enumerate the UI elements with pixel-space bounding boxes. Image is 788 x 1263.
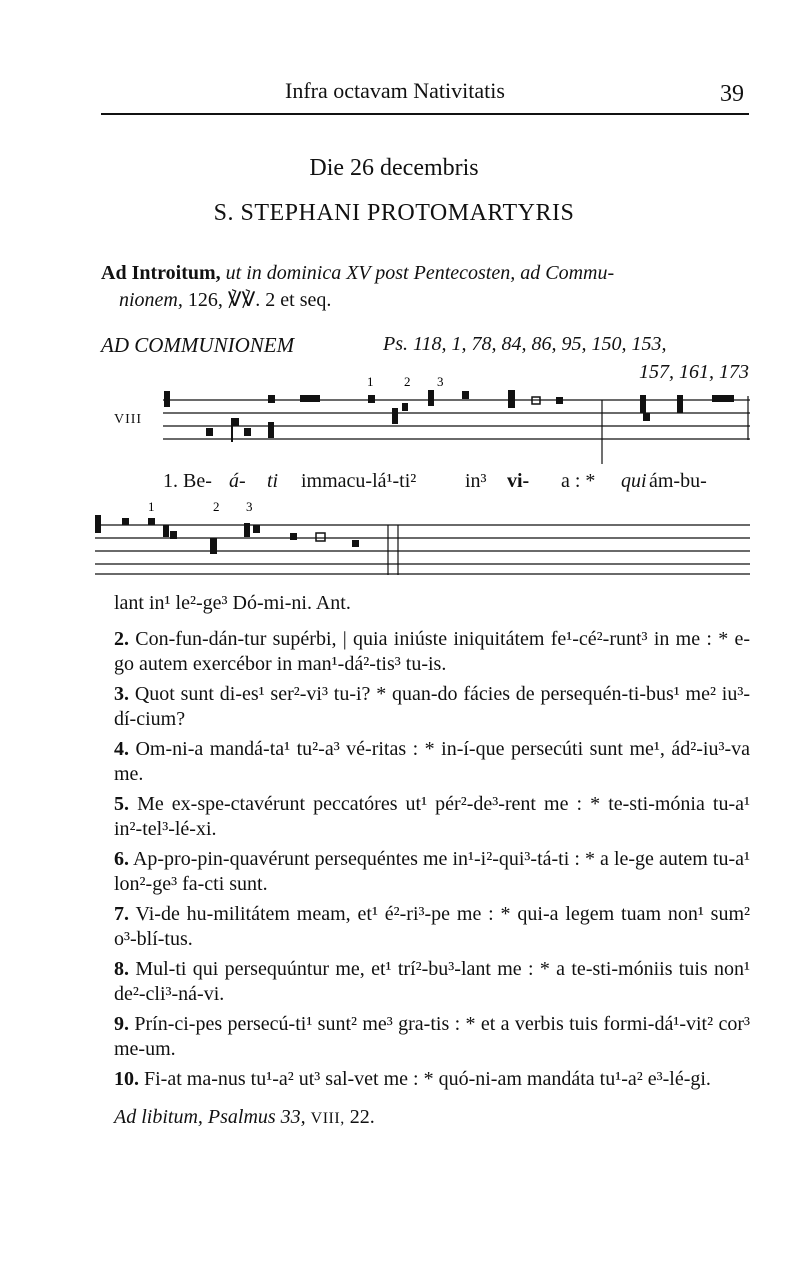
ad-libitum-num: 22. [349, 1106, 375, 1128]
chant-staff-1 [0, 370, 788, 470]
lyric-syllable: ti [267, 470, 279, 492]
verse [114, 682, 750, 731]
ad-libitum-label: Ad libitum, Psalmus 33, [114, 1106, 306, 1128]
verse-number: 4. [114, 738, 129, 760]
feast-title: S. STEPHANI PROTOMARTYRIS [213, 200, 575, 226]
ad-libitum-note [114, 1106, 375, 1129]
verse-number: 9. [114, 1013, 129, 1035]
verse-text: Con-fun-dán-tur supérbi, | quia iniúste iniquitátem fe¹-cé²-runt³ in me : * e-go autem exercébor in man¹-dá²-tis³ tu-is. [114, 628, 751, 675]
verse [114, 957, 750, 1006]
communion-title: AD COMMUNIONEM [101, 333, 295, 357]
psalm-refs-line1: Ps. 118, 1, 78, 84, 86, 95, 150, 153, [383, 333, 667, 355]
neumes-2 [95, 515, 359, 554]
verse-number: 6. [114, 848, 129, 870]
running-head-title: Infra octavam Nativitatis [285, 78, 505, 103]
lyric-syllable: vi- [507, 470, 530, 492]
lyric-syllable: qui [621, 470, 647, 492]
verse-number: 10. [114, 1068, 139, 1090]
accent-num: 2 [404, 374, 411, 389]
page-number: 39 [720, 81, 744, 107]
verse [114, 1067, 750, 1092]
verse-text: Ap-pro-pin-quavérunt persequéntes me in¹-i²-qui³-tá-ti : * a le-ge autem tu-a¹ lon²-ge³ fa-cti sunt. [114, 848, 750, 895]
verse [114, 627, 750, 676]
verse-text: Vi-de hu-militátem meam, et¹ é²-ri³-pe me : * qui-a legem tuam non¹ sum² o³-blí-tus. [114, 903, 751, 950]
verse-number: 2. [114, 628, 129, 650]
accent-num: 1 [367, 374, 374, 389]
lyric-syllable: 1. Be- [163, 470, 212, 492]
feast-date: Die 26 decembris [309, 155, 479, 181]
lyric-syllable: á- [229, 470, 246, 492]
lyrics-line-2: lant in¹ le²-ge³ Dó-mi-ni. Ant. [114, 592, 351, 614]
lyric-syllable: in³ [465, 470, 487, 492]
ad-libitum-mode: VIII, [310, 1110, 345, 1127]
lyric-syllable: ám-bu- [649, 470, 707, 492]
verse-text: Fi-at ma-nus tu¹-a² ut³ sal-vet me : * quó-ni-am mandáta tu¹-a² e³-lé-gi. [144, 1068, 711, 1090]
verse-text: Mul-ti qui persequúntur me, et¹ trí²-bu³-lant me : * a te-sti-móniis tuis non¹ de²-cli³-ná-vi. [114, 958, 751, 1005]
verse-number: 7. [114, 903, 129, 925]
psalm-verses [114, 627, 750, 1098]
introit-line2-italic: nionem, [119, 289, 183, 311]
psalm-refs-line2: 157, 161, 173 [639, 361, 749, 383]
verse [114, 902, 750, 951]
accent-num: 2 [213, 499, 220, 514]
introit-label: Ad Introitum, [101, 262, 221, 284]
verse-number: 3. [114, 683, 129, 705]
verse [114, 1012, 750, 1061]
introit-rubric [101, 260, 749, 314]
communion-heading [101, 333, 749, 383]
accent-num: 3 [246, 499, 253, 514]
introit-line2 [101, 287, 749, 314]
lyric-syllable: immacu-lá¹-ti² [301, 470, 417, 492]
verse-number: 8. [114, 958, 129, 980]
verse-number: 5. [114, 793, 129, 815]
accent-num: 3 [437, 374, 444, 389]
header-rule [101, 113, 749, 115]
introit-line2-rest: 126, ℣℣. 2 et seq. [182, 289, 332, 311]
verse-text: Quot sunt di-es¹ ser²-vi³ tu-i? * quan-do fácies de persequén-ti-bus¹ me² iu³-dí-cium? [114, 683, 751, 730]
verse-text: Om-ni-a mandá-ta¹ tu²-a³ vé-ritas : * in-í-que persecúti sunt me¹, ád²-iu³-va me. [114, 738, 750, 785]
introit-line1: ut in dominica XV post Pentecosten, ad Commu- [225, 262, 615, 284]
verse [114, 737, 750, 786]
accent-num: 1 [148, 499, 155, 514]
mode-label: VIII [114, 412, 143, 427]
verse [114, 792, 750, 841]
verse-text: Me ex-spe-ctavérunt peccatóres ut¹ pér²-de³-rent me : * te-sti-mónia tu-a¹ in²-tel³-lé-xi. [114, 793, 750, 840]
neumes-1 [164, 390, 734, 442]
verse-text: Prín-ci-pes persecú-ti¹ sunt² me³ gra-tis : * et a verbis tuis formi-dá¹-vit² cor³ me-um. [114, 1013, 750, 1060]
chant-staff-2 [0, 495, 788, 585]
lyric-syllable: a : * [561, 470, 596, 492]
verse [114, 847, 750, 896]
